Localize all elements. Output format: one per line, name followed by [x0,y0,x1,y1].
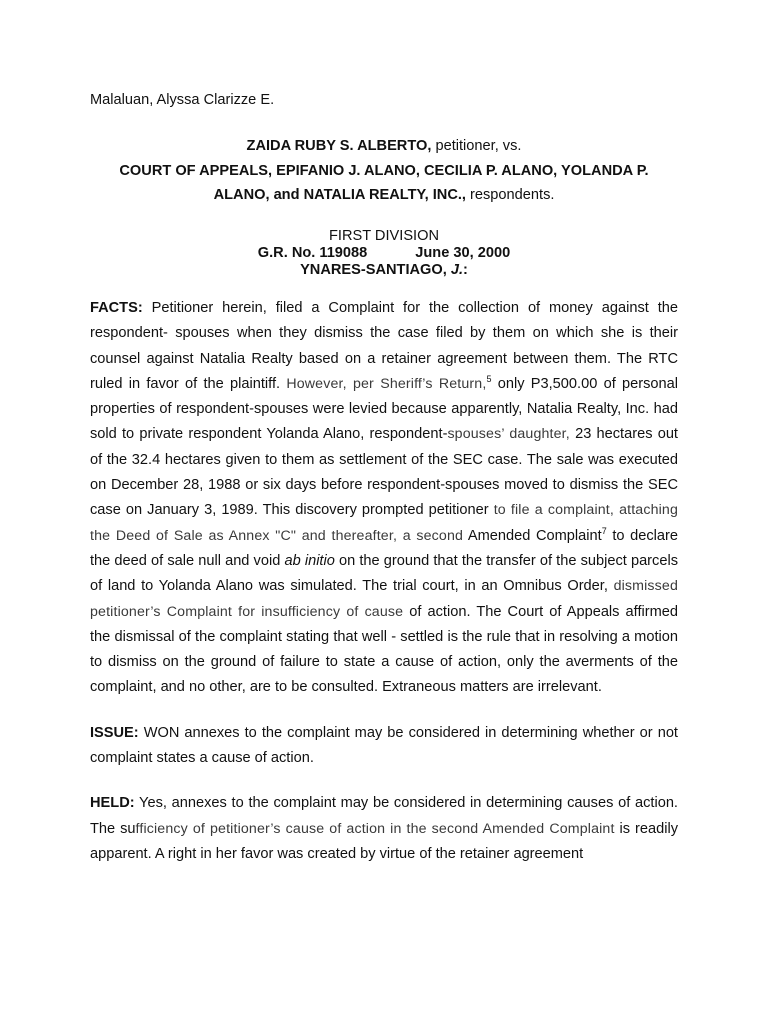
issue-text: WON annexes to the complaint may be considered in determining whether or not complaint states a cause of action. [90,724,678,767]
held-text-1: Yes, annexes to the complaint may be considered in determining causes of action. The su [90,795,678,837]
facts-text-11: dismissed petitioner’s Complaint for insufficiency of cause [90,578,678,620]
respondents-names: COURT OF APPEALS, EPIFANIO J. ALANO, CECILIA P. ALANO, YOLANDA P. ALANO, and NATALIA REALTY, INC., [119,162,649,203]
facts-text-10: on the ground that the transfer of the subject parcels of land to Yolanda Alano was simulated. The trial court, in an Omnibus Order, [90,552,678,595]
ponente-name: YNARES-SANTIAGO, [300,262,451,278]
petitioner-role: petitioner, vs. [431,138,522,154]
petitioner-name: ZAIDA RUBY S. ALBERTO, [246,138,432,154]
facts-text-7: Amended Complaint [463,527,602,544]
facts-paragraph [90,296,678,701]
facts-text-6: to file a complaint, attaching the Deed of Sale as Annex "C" and thereafter, a second [90,502,679,544]
issue-paragraph [90,721,678,772]
gr-number: G.R. No. 119088 [257,245,368,261]
held-text-2: fficiency of petitioner’s cause of action in the second Amended Complaint [135,820,615,837]
facts-text-9: ab initio [284,552,335,569]
held-text-3: is readily apparent. A right in her favor was created by virtue of the retainer agreement [90,820,678,862]
division: FIRST DIVISION [328,228,439,244]
digest-body [90,296,678,887]
facts-label: FACTS: [90,300,143,316]
held-label: HELD: [90,795,135,812]
ponente-colon: : [463,262,468,278]
case-meta [90,228,678,279]
gr-number-line [90,245,678,262]
facts-text-4: spouses’ daughter, [447,426,570,443]
ponente [90,262,678,279]
facts-text-12: of action. The Court of Appeals affirmed the dismissal of the complaint stating that well - settled is the rule that in resolving a motion to dismiss on the ground of failure to state a cause of action, only the averments of the complaint, and no other, are to be consulted. Extraneous matters are irrelevant. [90,603,679,696]
case-caption [90,134,678,208]
footnote-7: 7 [601,525,607,536]
footnote-5: 5 [486,373,492,384]
author-name: Malaluan, Alyssa Clarizze E. [90,92,275,108]
decision-date: June 30, 2000 [415,245,511,261]
facts-text-3: only P3,500.00 of personal properties of respondent-spouses were levied because apparently, Natalia Realty, Inc. had sold to private respondent Yolanda Alano, respondent- [90,375,678,443]
facts-text-5: 23 hectares out of the 32.4 hectares given to them as settlement of the SEC case. The sale was executed on December 28, 1988 or six days before respondent-spouses moved to dismiss the SEC case on January 3, 1989. This discovery prompted petitioner [90,426,678,519]
facts-text-1: Petitioner herein, filed a Complaint for the collection of money against the respondent- spouses when they dismiss the case filed by them on which she is their counsel against Natalia Realty based on a retainer agreement between them. The RTC ruled in favor of the plaintiff. [90,300,678,392]
ponente-suffix: J. [450,262,464,278]
facts-text-8: to declare the deed of sale null and void [90,527,678,569]
issue-label: ISSUE: [90,724,139,741]
held-paragraph [90,791,678,867]
facts-text-2: However, per Sheriff’s Return, [286,375,487,392]
respondents-role: respondents. [465,187,555,203]
